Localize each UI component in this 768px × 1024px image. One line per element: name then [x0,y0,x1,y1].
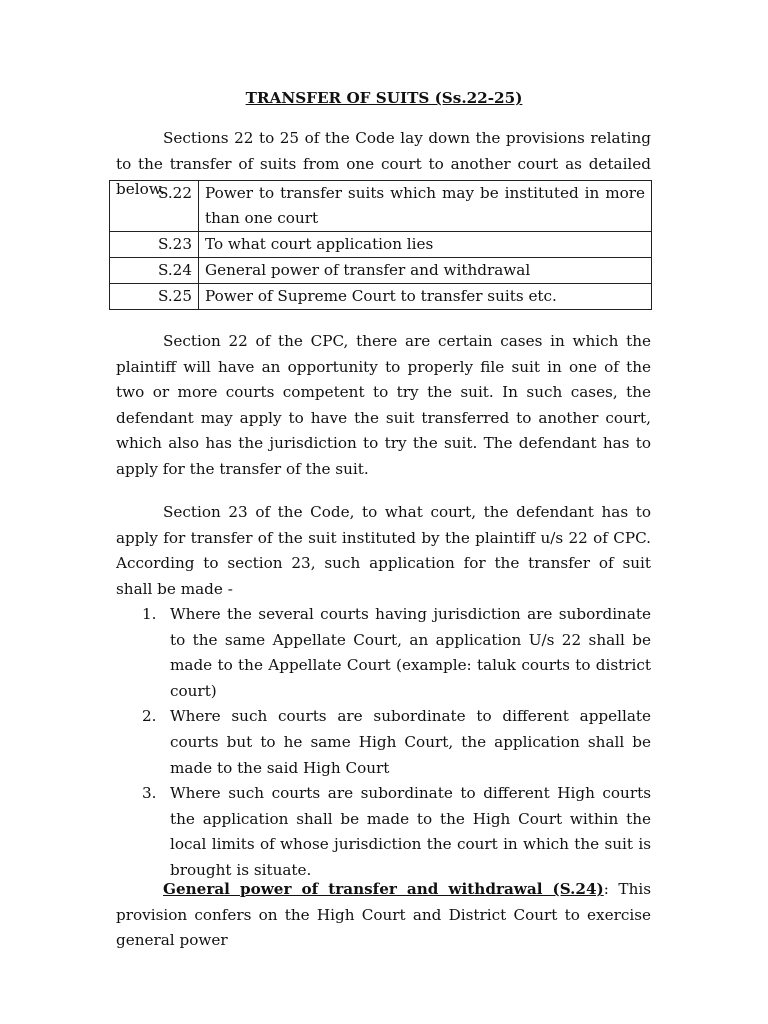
list-number: 2. [142,707,157,726]
section24-paragraph [116,877,651,954]
list-item-text: Where such courts are subordinate to different High courts the application shall be made to the High Court within the local limits of whose jurisdiction the court in which the suit is brought is situate. [170,784,651,879]
list-item-text: Where the several courts having jurisdiction are subordinate to the same Appellate Court, an application U/s 22 shall be made to the Appellate Court (example: taluk courts to district court) [170,605,651,700]
section-description: Power of Supreme Court to transfer suits etc. [199,284,652,310]
table-row [110,284,652,310]
conditions-list [142,602,651,884]
section24-colon: : [603,880,609,898]
table-row [110,181,652,232]
sections-table [109,180,652,310]
section-description: To what court application lies [199,232,652,258]
table-row [110,232,652,258]
list-number: 3. [142,784,157,803]
list-item [142,781,651,883]
section-number: S.23 [110,232,199,258]
section-description: Power to transfer suits which may be instituted in more than one court [199,181,652,232]
section-number: S.25 [110,284,199,310]
section-number: S.24 [110,258,199,284]
section23-paragraph: Section 23 of the Code, to what court, the defendant has to apply for transfer of the suit instituted by the plaintiff u/s 22 of CPC. According to section 23, such application for the transfer of suit shall be made - [116,503,651,598]
page-title: TRANSFER OF SUITS (Ss.22-25) [245,89,523,107]
section-description: General power of transfer and withdrawal [199,258,652,284]
list-number: 1. [142,605,157,623]
table-row [110,258,652,284]
list-item-text: Where such courts are subordinate to different appellate courts but to he same High Court, the application shall be made to the said High Court [170,707,651,777]
list-item [142,602,651,704]
section-number: S.22 [110,181,199,232]
section24-heading: General power of transfer and withdrawal (S.24) [163,880,604,898]
intro-paragraph: Sections 22 to 25 of the Code lay down the provisions relating to the transfer of suits from one court to another court as detailed below. [116,129,651,199]
list-item [142,704,651,781]
section24-text: This provision confers on the High Court and District Court to exercise general power [116,880,651,950]
section22-paragraph: Section 22 of the CPC, there are certain cases in which the plaintiff will have an opportunity to properly file suit in one of the two or more courts competent to try the suit. In such cases, the defendant may apply to have the suit transferred to another court, which also has the jurisdiction to try the suit. The defendant has to apply for the transfer of the suit. [116,332,651,478]
